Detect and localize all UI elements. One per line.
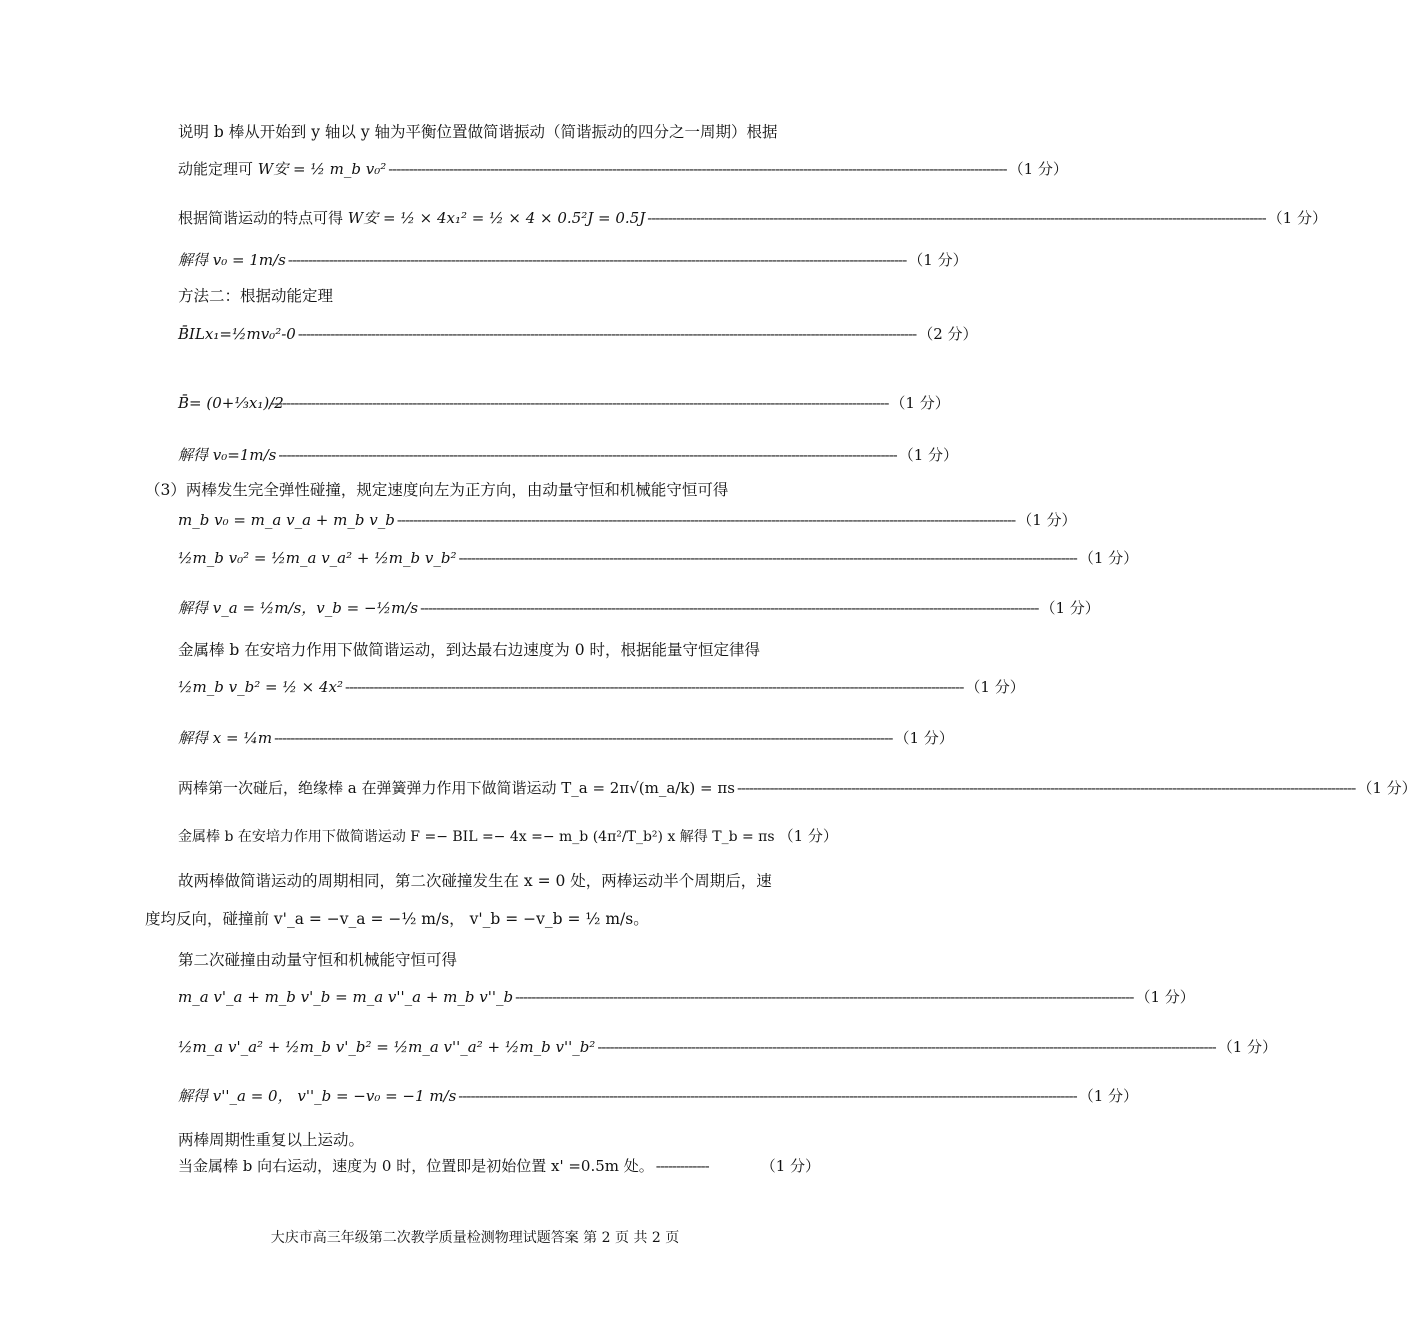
- result-v0-method-two: 解得 v₀=1m/s: [178, 446, 277, 464]
- score-label: （1 分）: [894, 729, 954, 747]
- dash-leader: --------------------------------------------------------------------------------------------------------------------------------------------------------: [396, 510, 1016, 529]
- equation-row-3: [178, 207, 1327, 228]
- equation-energy-b: ½m_b v_b² = ½ × 4x²: [178, 677, 343, 696]
- equation-row-11: [178, 547, 1139, 568]
- text-line-24: 两棒周期性重复以上运动。: [178, 1131, 365, 1149]
- dash-leader: --------------------------------------------------------------------------------------------------------------------------------------------------------: [597, 1037, 1216, 1056]
- page-footer: 大庆市高三年级第二次教学质量检测物理试题答案 第 2 页 共 2 页: [270, 1230, 680, 1246]
- dash-leader: --------------------------------------------------------------------------------------------------------------------------------------------------------: [458, 1086, 1077, 1105]
- equation-row-12: [178, 597, 1100, 618]
- equation-row-8: [178, 444, 959, 465]
- equation-momentum-second: m_a v'_a + m_b v'_b = m_a v''_a + m_b v''_b: [178, 987, 514, 1006]
- score-label: （1 分）: [965, 678, 1025, 696]
- dash-leader: --------------------------------------------------------------------------------------------------------------------------------------------------------: [647, 208, 1266, 227]
- score-label: （1 分）: [1357, 779, 1417, 797]
- equation-row-22: [178, 1036, 1278, 1057]
- equation-row-4: [178, 249, 968, 270]
- score-label: （1 分）: [1008, 160, 1068, 178]
- result-second-collision: 解得 v''_a = 0， v''_b = −v₀ = −1 m/s: [178, 1087, 457, 1105]
- dash-leader: --------------------------------------------------------------------------------------------------------------------------------------------------------: [388, 159, 1007, 178]
- score-label: （2 分）: [918, 325, 978, 343]
- score-label: （1 分）: [1078, 1087, 1138, 1105]
- text-line-20: 第二次碰撞由动量守恒和机械能守恒可得: [178, 951, 458, 969]
- equation-energy-second: ½m_a v'_a² + ½m_b v'_b² = ½m_a v''_a² + ½m_b v''_b²: [178, 1037, 596, 1056]
- score-label: （1 分）: [760, 1157, 820, 1175]
- equation-w-an-kinetic: 动能定理可 W安 = ½ m_b v₀²: [178, 160, 387, 178]
- result-x: 解得 x = ¼m: [178, 729, 273, 747]
- equation-avg-force: B̄ILx₁=½mv₀²-0: [178, 324, 296, 343]
- equation-row-16: [178, 777, 1417, 798]
- dash-leader: --------------------------------------------------------------------------------------------------------------------------------------------------------: [297, 324, 917, 343]
- result-va-vb: 解得 v_a = ½m/s，v_b = −½m/s: [178, 599, 419, 617]
- dash-leader: --------------------------------------------------------------------------------------------------------------------------------------------------------: [274, 728, 893, 747]
- equation-avg-b: B̄= (0+⅓x₁)/2: [178, 393, 284, 412]
- score-label: （1 分）: [1267, 209, 1327, 227]
- equation-row-21: [178, 986, 1195, 1007]
- equation-row-15: [178, 727, 954, 748]
- score-label: （1 分）: [890, 394, 950, 412]
- dash-leader: --------------------------------------------------------------------------------------------------------------------------------------------------------: [287, 250, 907, 269]
- dash-leader: --------------------------------------------------------------------------------------------------------------------------------------------------------: [345, 677, 964, 696]
- method-two-heading: 方法二：根据动能定理: [178, 287, 334, 305]
- score-label: （1 分）: [1040, 599, 1100, 617]
- equation-momentum: m_b v₀ = m_a v_a + m_b v_b: [178, 510, 395, 529]
- score-label: （1 分）: [1217, 1038, 1278, 1056]
- equation-period-a: 两棒第一次碰后，绝缘棒 a 在弹簧弹力作用下做简谐运动 T_a = 2π√(m_a/k) = πs: [178, 779, 735, 797]
- score-label: （1 分）: [778, 827, 838, 845]
- text-line-25: 当金属棒 b 向右运动，速度为 0 时，位置即是初始位置 x' =0.5m 处。: [178, 1157, 654, 1175]
- score-label: （1 分）: [1135, 988, 1195, 1006]
- score-label: （1 分）: [898, 446, 959, 464]
- score-label: （1 分）: [908, 251, 968, 269]
- equation-shm-energy: 根据简谐运动的特点可得 W安 = ½ × 4x₁² = ½ × 4 × 0.5²J = 0.5J: [178, 209, 646, 227]
- text-line-1: 说明 b 棒从开始到 y 轴以 y 轴为平衡位置做简谐振动（简谐振动的四分之一周期）根据: [178, 123, 778, 141]
- text-line-19: 度均反向，碰撞前 v'_a = −v_a = −½ m/s， v'_b = −v_b = ½ m/s。: [145, 910, 649, 928]
- dash-leader: -------------: [655, 1156, 709, 1175]
- dash-leader: --------------------------------------------------------------------------------------------------------------------------------------------------------: [458, 548, 1077, 567]
- dash-leader: --------------------------------------------------------------------------------------------------------------------------------------------------------: [270, 393, 889, 412]
- result-v0: 解得 v₀ = 1m/s: [178, 251, 286, 269]
- equation-row-2: [178, 158, 1068, 179]
- text-line-18: 故两棒做简谐运动的周期相同，第二次碰撞发生在 x = 0 处，两棒运动半个周期后，速: [178, 872, 772, 890]
- dash-leader: --------------------------------------------------------------------------------------------------------------------------------------------------------: [420, 598, 1039, 617]
- equation-row-23: [178, 1085, 1138, 1106]
- dash-leader: --------------------------------------------------------------------------------------------------------------------------------------------------------: [515, 987, 1134, 1006]
- equation-row-6: [178, 323, 978, 344]
- equation-row-7: [178, 392, 950, 413]
- score-label: （1 分）: [1017, 511, 1077, 529]
- equation-row-14: [178, 676, 1025, 697]
- dash-leader: --------------------------------------------------------------------------------------------------------------------------------------------------------: [736, 778, 1356, 797]
- equation-row-10: [178, 509, 1077, 530]
- equation-row-25: [178, 1155, 820, 1176]
- part-3-heading: （3）两棒发生完全弹性碰撞，规定速度向左为正方向，由动量守恒和机械能守恒可得: [145, 481, 729, 499]
- equation-energy: ½m_b v₀² = ½m_a v_a² + ½m_b v_b²: [178, 548, 457, 567]
- text-line-13: 金属棒 b 在安培力作用下做简谐运动，到达最右边速度为 0 时，根据能量守恒定律得: [178, 641, 760, 659]
- score-label: （1 分）: [1078, 549, 1139, 567]
- equation-row-17: [178, 825, 838, 846]
- dash-leader: --------------------------------------------------------------------------------------------------------------------------------------------------------: [278, 445, 897, 464]
- equation-period-b: 金属棒 b 在安培力作用下做简谐运动 F =− BIL =− 4x =− m_b (4π²/T_b²) x 解得 T_b = πs: [178, 828, 775, 845]
